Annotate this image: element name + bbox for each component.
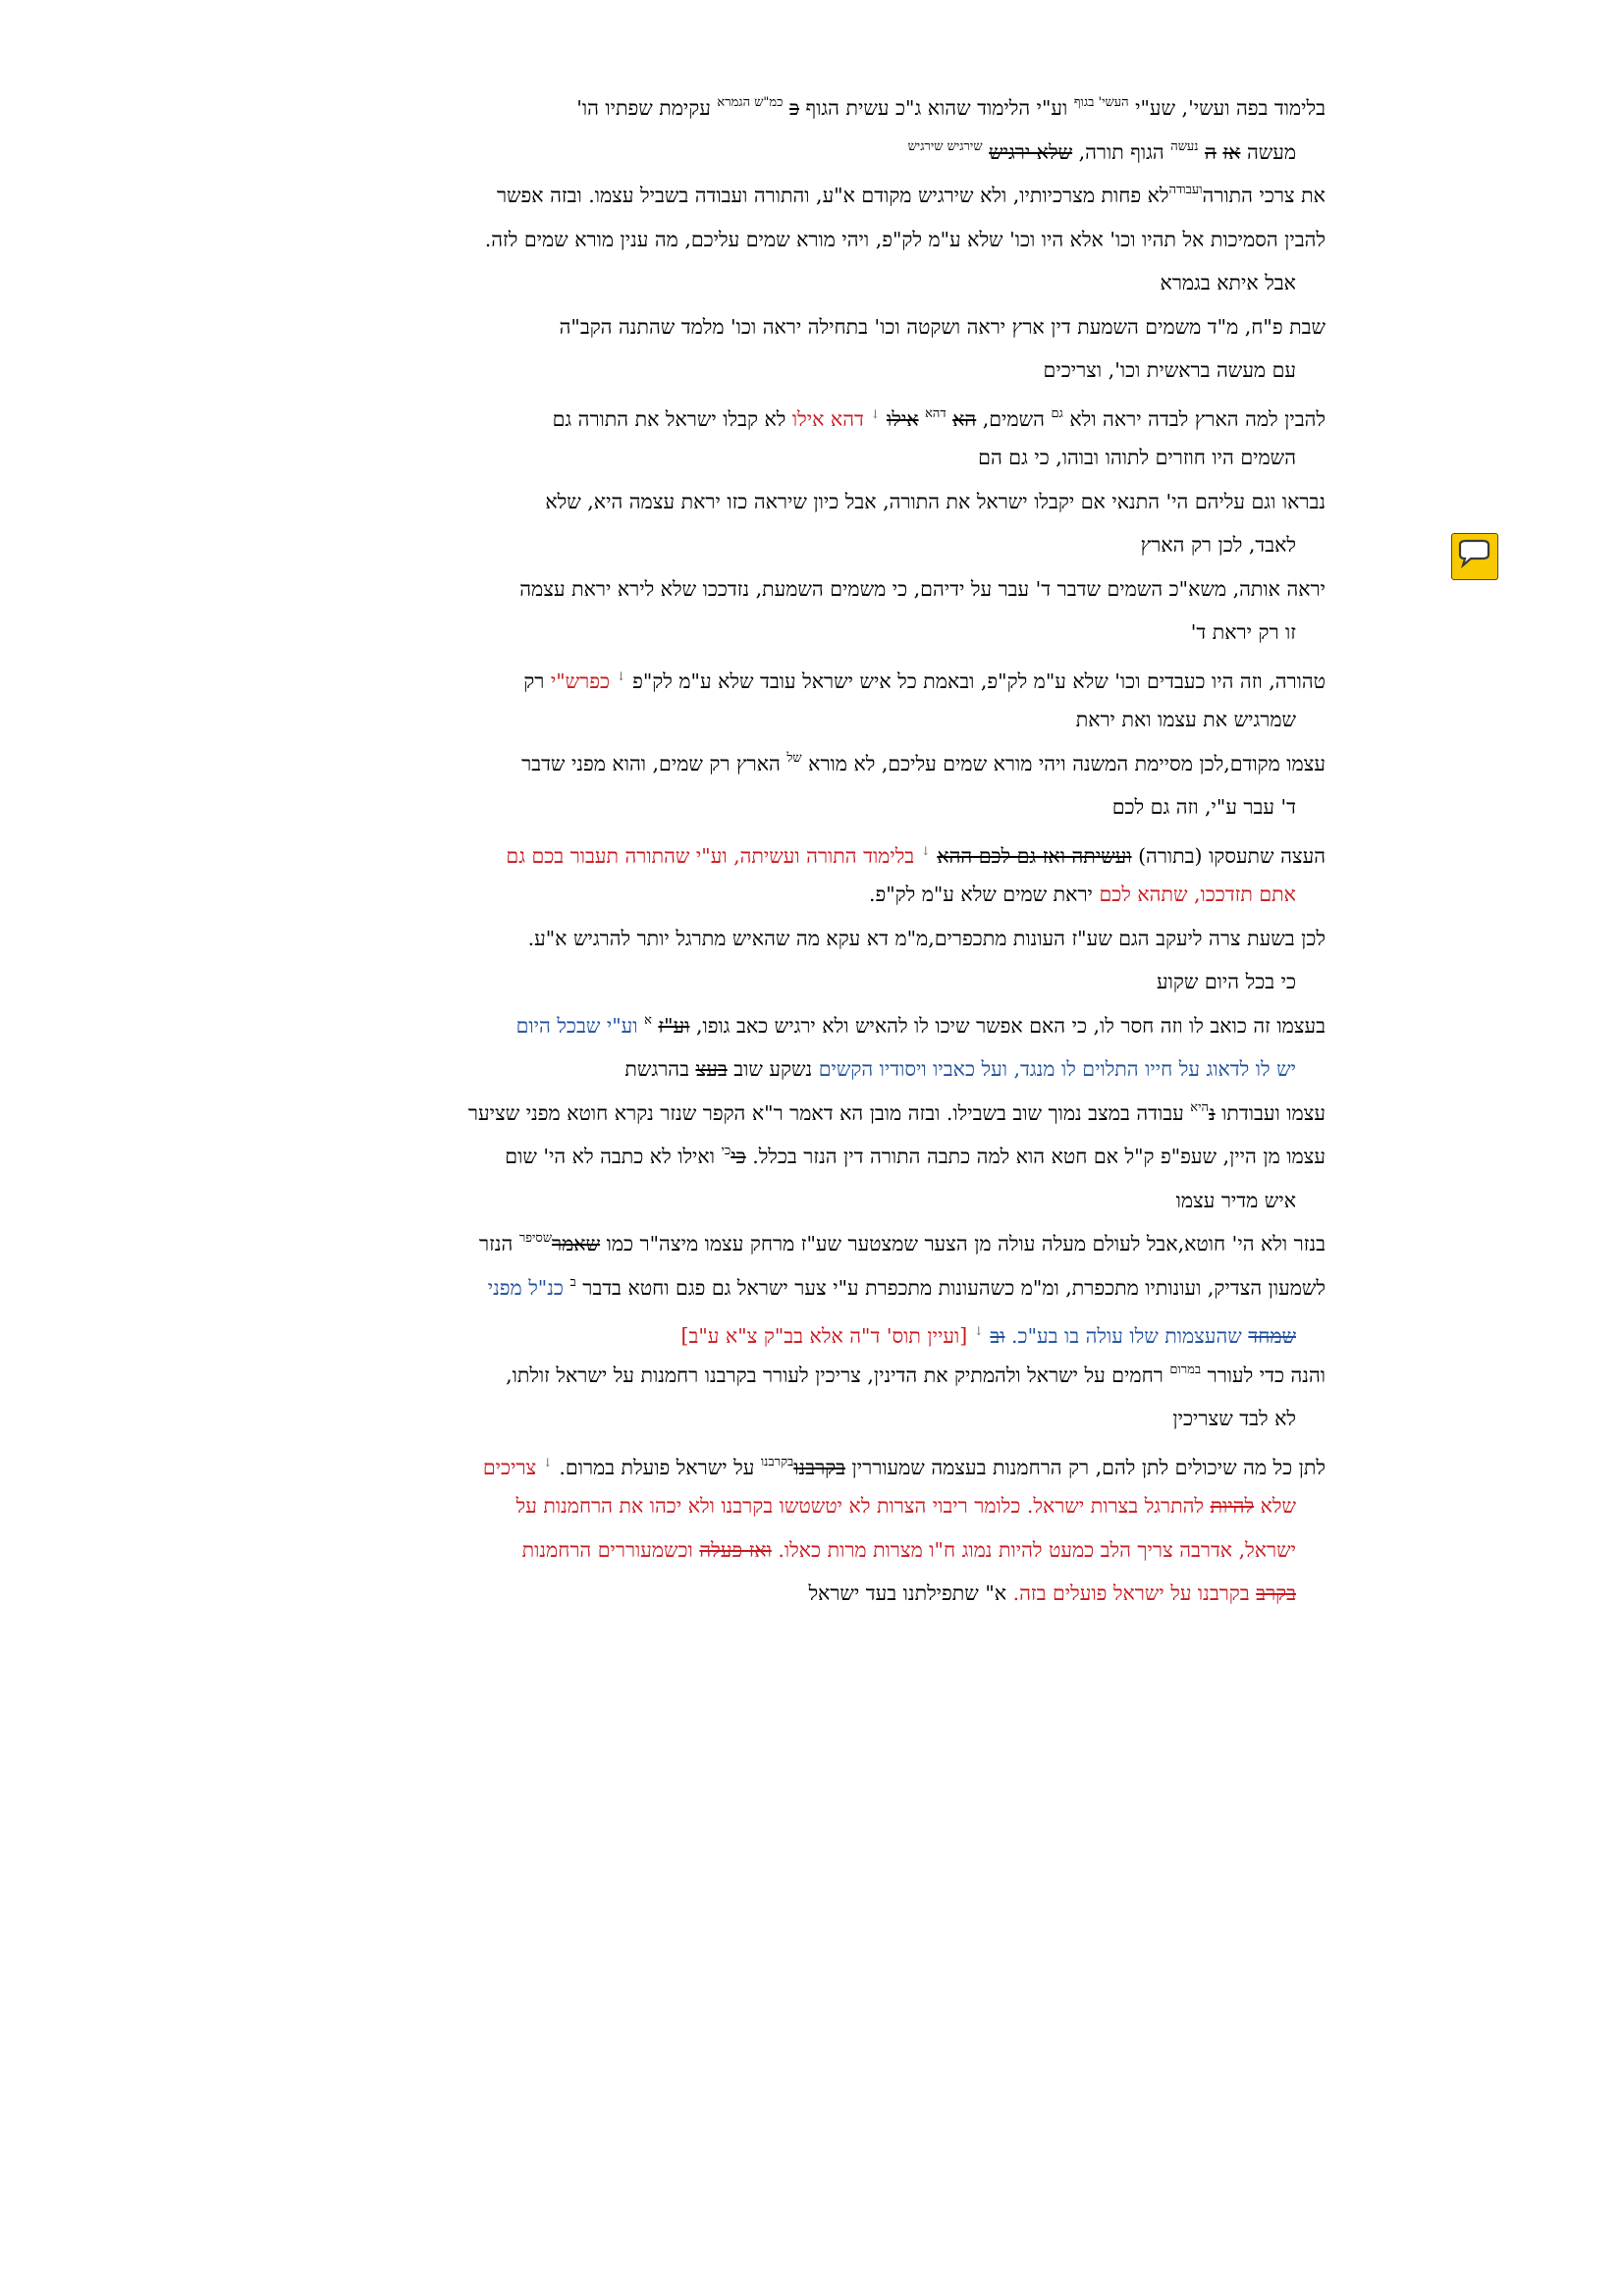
text-line-1: בלימוד בפה ועשי', שע"י $^{העשי' בגוף}$ וע"י הלימוד שהוא ג"כ עשית הגוף כ $^{כמ"ש הגמרא}$ עקימת שפתיו הו' (576, 95, 1325, 120)
document-page (353, 86, 1325, 1616)
deletion: שאמר (552, 1232, 601, 1255)
text-line-15: שמרגיש את עצמו ואת יראת (1075, 708, 1296, 731)
text-line-8: להבין למה הארץ לבדה יראה ולא $^{גם}$ השמים, הא $^{דהא}$ אילו ↓ דהא אילו לא קבלו ישראל את התורה גם (552, 405, 1325, 431)
insertion-arrow-icon: ↓ (616, 668, 626, 683)
text-line-29: שמחד שהעצמות שלו עולה בו בע"כ. וב ↓ [ועיין תוס' ד"ה אלא בב"ק צ"א ע"ב] (680, 1324, 1296, 1348)
text-line-2: מעשה אז ה $^{נעשה}$ הגוף תורה, שלא ירגיש $^{שירגיש שירגיש}$ (907, 138, 1296, 164)
text-line-24: עצמו ועבודתו נ$^{היא}$ עבודה במצב נמוך שוב בשבילו. ובזה מובן הא דאמר ר"א הקפר שנזר נקרא חוטא מפני שציער (467, 1099, 1325, 1125)
deletion: ועשיתה ואז גם לכם ההא (937, 843, 1132, 868)
text-line-5: אבל איתא בגמרא (1160, 271, 1296, 294)
deletion: אז (1222, 139, 1241, 164)
deletion: נ (1208, 1100, 1216, 1125)
text-line-12: יראה אותה, משא"כ השמים שדבר ד' עבר על ידיהם, כי משמים השמעת, נזדככו שלא לירא יראת עצמה (519, 576, 1325, 601)
text-line-28: לשמעון הצדיק, ועונותיו מתכפרת, ומ"מ כשהעונות מתכפרת ע"י צער ישראל גם פגם וחטא בדבר $^ב$ כנ"ל מפני (487, 1274, 1325, 1300)
text-line-32: לתן כל מה שיכולים לתן להם, רק הרחמנות בעצמה שמעוררין בקרבנו$^{בקרבנו}$ על ישראל פועלת במרום. ↓ צריכים (482, 1454, 1325, 1479)
text-line-3: את צרכי התורה$^{ועבודה}$לא פחות מצרכיותיו, ולא שירגיש מקודם א"ע, והתורה ועבודה בשביל עצמו. ובזה אפשר (496, 183, 1325, 207)
speech-bubble-comment-icon[interactable] (1451, 533, 1498, 580)
deletion: אילו (887, 406, 919, 431)
insertion-arrow-icon: ↓ (870, 406, 881, 421)
text-line-27: בנזר ולא הי' חוטא,אבל לעולם מעלה עולה מן הצער שמצטער שע"ז מרחק עצמו מיצה"ר כמו שאמר$^{שסיפר}$ הנזר (479, 1231, 1325, 1255)
text-line-33: שלא להיות להתרגל בצרות ישראל. כלומר ריבוי הצרות לא יטשטשו בקרבנו ולא יכהו את הרחמנות על (515, 1494, 1296, 1518)
deletion: בעצ (695, 1057, 728, 1081)
text-line-30: והנה כדי לעורר $^{במרום}$ רחמים על ישראל ולהמתיק את הדינין, צריכין לעורר בקרבנו רחמנות על ישראל זולתו, (506, 1362, 1325, 1387)
text-line-13: זו רק יראת ד' (1190, 620, 1296, 644)
deletion: בקרב (1256, 1581, 1296, 1605)
insertion-arrow-icon: ↓ (920, 843, 931, 858)
text-line-19: אתם תזדככו, שתהא לכם יראת שמים שלא ע"מ לק"פ. (868, 882, 1296, 906)
deletion: שמחד (1248, 1324, 1296, 1348)
deletion: וע"ז (658, 1013, 690, 1038)
deletion: ואז פעלה (699, 1537, 772, 1562)
text-line-25: עצמו מן היין, שעפ"פ ק"ל אם חטא הוא למה כתבה התורה דין הנזר בכלל. כי$^{כי}$ ואילו לא כתבה לא הי' שום (505, 1144, 1325, 1168)
deletion: וב (990, 1324, 1005, 1348)
text-line-17: ד' עבר ע"י, וזה גם לכם (1111, 795, 1296, 819)
text-line-10: נבראו וגם עליהם הי' התנאי אם יקבלו ישראל את התורה, אבל כיון שיראה כזו יראת עצמה היא, שלא (545, 489, 1325, 513)
text-line-14: טהורה, וזה היו כעבדים וכו' שלא ע"מ לק"פ, ובאמת כל איש ישראל עובד שלא ע"מ לק"פ ↓ כפרש"י רק (523, 668, 1325, 693)
text-line-16: עצמו מקודם,לכן מסיימת המשנה ויהי מורא שמים עליכם, לא מורא $^{של}$ הארץ רק שמים, והוא מפני שדבר (521, 750, 1325, 775)
insertion-arrow-icon: ↓ (542, 1455, 553, 1469)
text-line-7: עם מעשה בראשית וכו', וצריכים (1043, 358, 1296, 382)
text-line-18: העצה שתעסקו (בתורה) ועשיתה ואז גם לכם ההא ↓ בלימוד התורה ועשיתה, וע"י שהתורה תעבור בכם גם (506, 843, 1325, 868)
deletion: כי (730, 1145, 746, 1168)
deletion: כ (788, 96, 800, 120)
text-line-9: השמים היו חוזרים לתוהו ובוהו, כי גם הם (978, 446, 1296, 469)
text-line-34: ישראל, אדרבה צריך הלב כמעט להיות נמוג ח"ו מצרות מרות כאלו. ואז פעלה וכשמעוררים הרחמנות (521, 1537, 1296, 1562)
text-line-23: יש לו לדאוג על חייו התלוים לו מנגד, ועל כאביו ויסודיו הקשים נשקע שוב בעצ בהרגשת (624, 1057, 1296, 1081)
deletion: הא (952, 406, 977, 431)
text-line-35: בקרב בקרבנו על ישראל פועלים בזה. א" שתפילתנו בעד ישראל (808, 1581, 1296, 1605)
deletion: להיות (1210, 1494, 1255, 1518)
text-line-26: איש מדיר עצמו (1175, 1188, 1296, 1212)
deletion: שלא ירגיש (989, 139, 1073, 164)
text-line-20: לכן בשעת צרה ליעקב הגם שע"ז העונות מתכפרים,מ"מ דא עקא מה שהאיש מתרגל יותר להרגיש א"ע. (527, 926, 1325, 950)
text-line-11: לאבד, לכן רק הארץ (1140, 533, 1296, 557)
text-line-31: לא לבד שצריכין (1172, 1407, 1296, 1430)
insertion-arrow-icon: ↓ (973, 1324, 984, 1338)
deletion: ה (1205, 139, 1217, 164)
text-line-6: שבת פ"ח, מ"ד משמים השמעת דין ארץ יראה ושקטה וכו' בתחילה יראה וכו' מלמד שהתנה הקב"ה (559, 314, 1325, 339)
deletion: בקרבנו (793, 1455, 846, 1479)
text-line-21: כי בכל היום שקוע (1157, 970, 1296, 993)
text-line-4: להבין הסמיכות אל תהיו וכו' אלא היו וכו' שלא ע"מ לק"פ, ויהי מורא שמים עליכם, מה ענין מורא שמים לזה. (484, 227, 1325, 251)
text-line-22: בעצמו זה כואב לו וזה חסר לו, כי האם אפשר שיכו לו להאיש ולא ירגיש כאב גופו, וע"ז $^א$ וע"י שבכל היום (515, 1012, 1325, 1038)
